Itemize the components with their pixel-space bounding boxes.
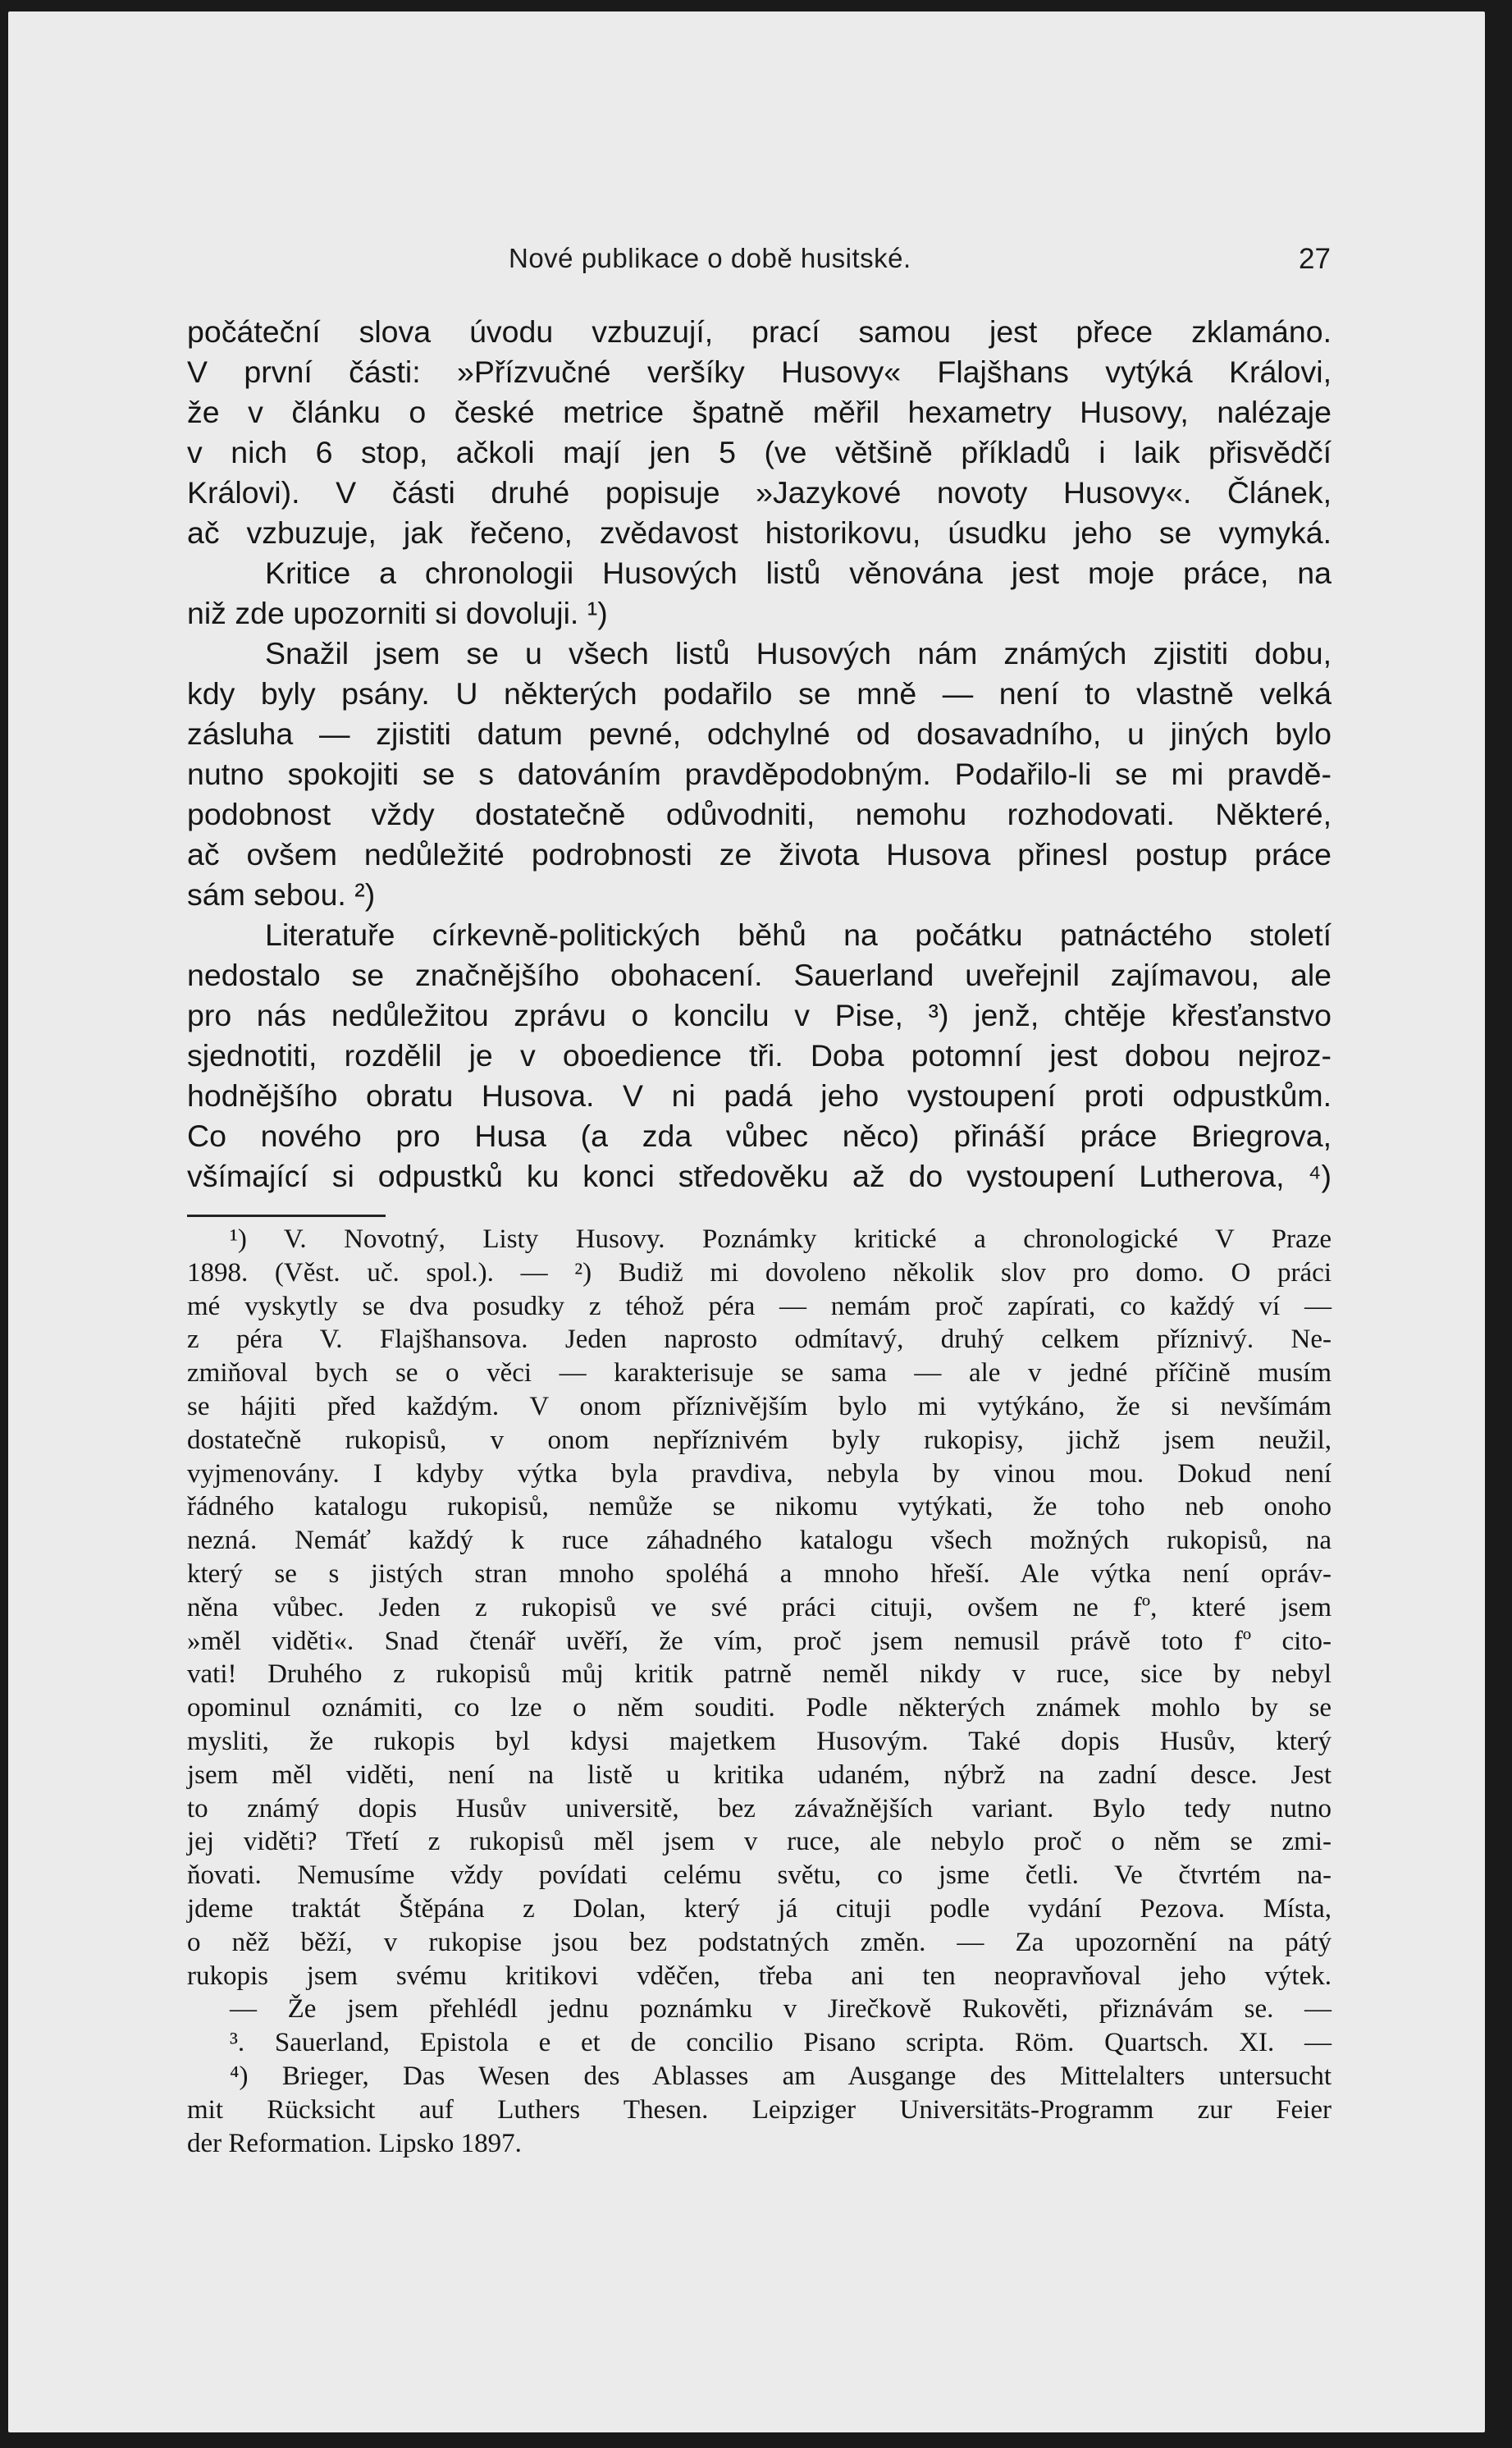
footnote-line: 1898. (Věst. uč. spol.). — ²) Budiž mi dovoleno několik slov pro domo. O práci <box>187 1257 1332 1288</box>
text-line: sjednotiti, rozdělil je v oboedience tři. Doba potomní jest dobou nejroz- <box>187 1038 1332 1073</box>
footnote-line: řádného katalogu rukopisů, nemůže se nikomu vytýkati, že toho neb onoho <box>187 1492 1332 1522</box>
footnote-line: jsem měl viděti, není na listě u kritika udaném, nýbrž na zadní desce. Jest <box>187 1759 1332 1790</box>
footnote-line: něna vůbec. Jeden z rukopisů ve své práci cituji, ovšem ne fº, které jsem <box>187 1592 1332 1622</box>
footnote-line: jej viděti? Třetí z rukopisů měl jsem v ruce, ale nebylo proč o něm se zmi- <box>187 1827 1332 1857</box>
footnote-line: jdeme traktát Štěpána z Dolan, který já cituji podle vydání Pezova. Místa, <box>187 1893 1332 1924</box>
text-line: počáteční slova úvodu vzbuzují, prací samou jest přece zklamáno. <box>187 314 1332 349</box>
footnote-line: — Že jsem přehlédl jednu poznámku v Jirečkově Rukověti, přiznávám se. — <box>230 1994 1332 2025</box>
text-line: všímající si odpustků ku konci středověku až do vystoupení Lutherova, ⁴) <box>187 1159 1332 1193</box>
text-line: hodnějšího obratu Husova. V ni padá jeho vystoupení proti odpustkům. <box>187 1078 1332 1113</box>
footnote-line: to známý dopis Husův universitě, bez závažnějších variant. Bylo tedy nutno <box>187 1793 1332 1823</box>
text-line: Literatuře církevně-politických běhů na počátku patnáctého století <box>265 917 1332 952</box>
main-text-block <box>187 312 1332 1197</box>
footnote-line: o něž běží, v rukopise jsou bez podstatných změn. — Za upozornění na pátý <box>187 1927 1332 1957</box>
footnote-line: zmiňoval bych se o věci — karakterisuje se sama — ale v jedné příčině musím <box>187 1358 1332 1389</box>
text-line: pro nás nedůležitou zprávu o koncilu v Pise, ³) jenž, chtěje křesťanstvo <box>187 998 1332 1032</box>
text-line: sám sebou. ²) <box>187 877 376 912</box>
footnote-divider <box>187 1215 386 1217</box>
footnote-line: který se s jistých stran mnoho spoléhá a mnoho hřeší. Ale výtka není opráv- <box>187 1558 1332 1589</box>
footnote-line: mé vyskytly se dva posudky z téhož péra — nemám proč zapírati, co každý ví — <box>187 1291 1332 1321</box>
text-line: niž zde upozorniti si dovoluji. ¹) <box>187 596 608 630</box>
text-line: ač vzbuzuje, jak řečeno, zvědavost historikovu, úsudku jeho se vymyká. <box>187 515 1332 550</box>
text-line: ač ovšem nedůležité podrobnosti ze života Husova přinesl postup práce <box>187 837 1332 872</box>
footnote-line: vyjmenovány. I kdyby výtka byla pravdiva, nebyla by vinou mou. Dokud není <box>187 1458 1332 1489</box>
footnote-line: ³. Sauerland, Epistola e et de concilio Pisano scripta. Röm. Quartsch. XI. — <box>230 2028 1332 2058</box>
footnote-line: rukopis jsem svému kritikovi vděčen, třeba ani ten neopravňoval jeho výtek. <box>187 1961 1332 1991</box>
footnote-line: mit Rücksicht auf Luthers Thesen. Leipziger Universitäts-Programm zur Feier <box>187 2094 1332 2125</box>
text-line: zásluha — zjistiti datum pevné, odchylné od dosavadního, u jiných bylo <box>187 716 1332 751</box>
footnote-line: ¹) V. Novotný, Listy Husovy. Poznámky kritické a chronologické V Praze <box>230 1224 1332 1254</box>
footnote-line: opominul oznámiti, co lze o něm souditi. Podle některých známek mohlo by se <box>187 1693 1332 1723</box>
text-line: Kritice a chronologii Husových listů věnována jest moje práce, na <box>265 556 1332 590</box>
footnote-line: »měl viděti«. Snad čtenář uvěří, že vím, proč jsem nemusil právě toto fº cito- <box>187 1626 1332 1656</box>
footnote-line: nezná. Nemáť každý k ruce záhadného katalogu všech možných rukopisů, na <box>187 1526 1332 1556</box>
text-line: kdy byly psány. U některých podařilo se mně — není to vlastně velká <box>187 676 1332 711</box>
text-line: že v článku o české metrice špatně měřil hexametry Husovy, nalézaje <box>187 395 1332 429</box>
text-line: nutno spokojiti se s datováním pravděpodobným. Podařilo-li se mi pravdě- <box>187 757 1332 791</box>
text-line: V první části: »Přízvučné veršíky Husovy« Flajšhans vytýká Královi, <box>187 355 1332 389</box>
footnote-line: mysliti, že rukopis byl kdysi majetkem Husovým. Také dopis Husův, který <box>187 1726 1332 1756</box>
footnote-line: ⁴) Brieger, Das Wesen des Ablasses am Ausgange des Mittelalters untersucht <box>230 2061 1332 2091</box>
running-head-title: Nové publikace o době husitské. <box>509 243 911 273</box>
footnote-line: der Reformation. Lipsko 1897. <box>187 2128 522 2158</box>
page-number: 27 <box>1299 243 1331 275</box>
footnote-line: dostatečně rukopisů, v onom nepříznivém byly rukopisy, jichž jsem neužil, <box>187 1425 1332 1455</box>
footnote-line: se hájiti před každým. V onom příznivějším bylo mi vytýkáno, že si nevšímám <box>187 1391 1332 1421</box>
footnotes-block <box>187 1223 1332 2160</box>
text-line: nedostalo se značnějšího obohacení. Sauerland uveřejnil zajímavou, ale <box>187 958 1332 992</box>
text-line: Snažil jsem se u všech listů Husových nám známých zjistiti dobu, <box>265 636 1332 670</box>
footnote-line: vati! Druhého z rukopisů můj kritik patrně neměl nikdy v ruce, sice by nebyl <box>187 1659 1332 1690</box>
footnote-line: z péra V. Flajšhansova. Jeden naprosto odmítavý, druhý celkem příznivý. Ne- <box>187 1325 1332 1355</box>
text-line: Co nového pro Husa (a zda vůbec něco) přináší práce Briegrova, <box>187 1119 1332 1153</box>
footnote-line: ňovati. Nemusíme vždy povídati celému světu, co jsme četli. Ve čtvrtém na- <box>187 1860 1332 1891</box>
text-line: Královi). V části druhé popisuje »Jazykové novoty Husovy«. Článek, <box>187 475 1332 510</box>
text-line: v nich 6 stop, ačkoli mají jen 5 (ve většině příkladů i laik přisvědčí <box>187 435 1332 469</box>
text-line: podobnost vždy dostatečně odůvodniti, nemohu rozhodovati. Některé, <box>187 797 1332 831</box>
